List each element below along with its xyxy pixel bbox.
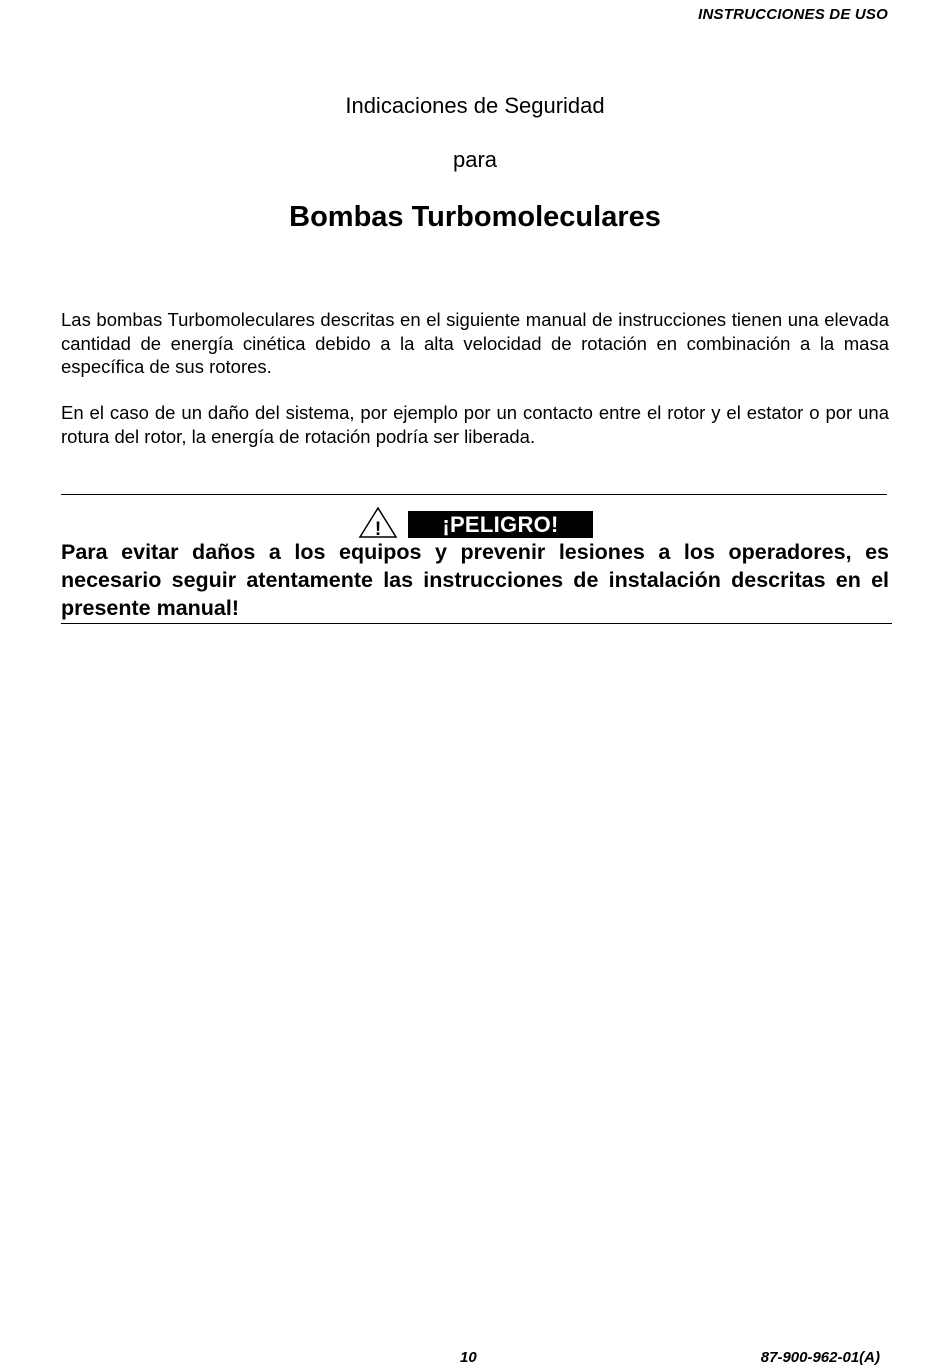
page-title: Bombas Turbomoleculares	[289, 201, 661, 233]
danger-heading	[0, 506, 950, 540]
title-line-1: Indicaciones de Seguridad	[345, 93, 605, 118]
document-number: 87-900-962-01(A)	[760, 1349, 880, 1366]
warning-text: Para evitar daños a los equipos y prevenir lesiones a los operadores, es necesario seguir atentamente las instrucciones de instalación descritas en el presente manual!	[61, 540, 889, 620]
title-line-2: para	[452, 147, 498, 172]
danger-badge: ¡PELIGRO!	[408, 511, 593, 538]
divider-bottom	[61, 623, 892, 624]
warning-icon-glyph: !	[374, 519, 382, 538]
divider-top	[61, 494, 887, 495]
page-number: 10	[460, 1349, 477, 1366]
body-paragraph-2: En el caso de un daño del sistema, por ejemplo por un contacto entre el rotor y el estator o por una rotura del rotor, la energía de rotación podría ser liberada.	[61, 402, 889, 447]
body-paragraph-1: Las bombas Turbomoleculares descritas en el siguiente manual de instrucciones tienen una elevada cantidad de energía cinética debido a la alta velocidad de rotación en combinación a la masa específica de sus rotores.	[61, 309, 889, 377]
warning-triangle-icon	[358, 506, 398, 538]
document-header: INSTRUCCIONES DE USO	[698, 6, 888, 23]
